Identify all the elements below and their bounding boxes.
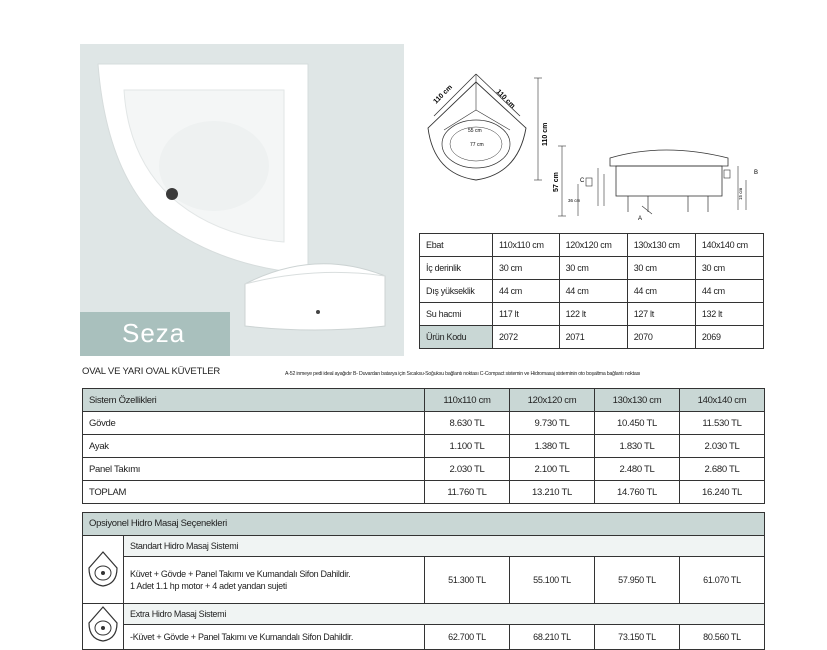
spec-cell: 132 lt: [695, 303, 763, 326]
hydro-option-desc-line: Küvet + Gövde + Panel Takımı ve Kumandalı Sifon Dahildir.: [130, 569, 351, 579]
tub-side-view-image: [240, 256, 390, 336]
price-cell: 14.760 TL: [595, 481, 680, 504]
hydro-option-name-row: [83, 604, 765, 625]
spec-size-cell: 120x120 cm: [559, 234, 627, 257]
hydro-price-cell: 51.300 TL: [425, 557, 510, 604]
spec-cell: 30 cm: [493, 257, 560, 280]
spec-cell: 30 cm: [627, 257, 695, 280]
hydro-icon-cell: [83, 604, 124, 650]
spec-row-product-code: [420, 326, 764, 349]
hydro-option-name: Standart Hidro Masaj Sistemi: [124, 536, 765, 557]
dim-side-height: 57 cm: [553, 172, 560, 192]
price-cell: 8.630 TL: [425, 412, 510, 435]
hydro-option-name-row: [83, 536, 765, 557]
price-cell: 2.480 TL: [595, 458, 680, 481]
dim-side-small: 15 cm: [738, 187, 743, 200]
spec-row: [420, 303, 764, 326]
price-header-size: 120x120 cm: [510, 389, 595, 412]
hydro-section-header: [82, 512, 765, 536]
spec-size-cell: 110x110 cm: [493, 234, 560, 257]
label-c: C: [580, 178, 585, 184]
top-view-drawing: [414, 70, 552, 190]
price-row-label: Gövde: [83, 412, 425, 435]
spec-header-row: [420, 234, 764, 257]
price-header-size: 140x140 cm: [680, 389, 765, 412]
price-row: [83, 458, 765, 481]
spec-cell: 127 lt: [627, 303, 695, 326]
price-cell: 2.030 TL: [680, 435, 765, 458]
price-cell: 9.730 TL: [510, 412, 595, 435]
price-header-size: 130x130 cm: [595, 389, 680, 412]
spec-cell: 44 cm: [627, 280, 695, 303]
label-a: A: [638, 216, 643, 222]
product-name-band: [80, 312, 230, 356]
spec-cell: 2070: [627, 326, 695, 349]
hydro-massage-icon: [86, 604, 120, 644]
hydro-price-cell: 61.070 TL: [680, 557, 765, 604]
price-cell: 1.830 TL: [595, 435, 680, 458]
spec-cell: 117 lt: [493, 303, 560, 326]
hydro-massage-icon: [86, 549, 120, 589]
spec-header-label: Ebat: [420, 234, 493, 257]
spec-table: [419, 233, 764, 349]
spec-row-label: İç derinlik: [420, 257, 493, 280]
hydro-price-cell: 68.210 TL: [510, 625, 595, 650]
price-cell: 2.030 TL: [425, 458, 510, 481]
side-view-drawing: [552, 140, 764, 224]
hydro-icon-cell: [83, 536, 124, 604]
spec-cell: 2072: [493, 326, 560, 349]
price-cell: 2.100 TL: [510, 458, 595, 481]
price-header-label: Sistem Özellikleri: [83, 389, 425, 412]
hydro-price-cell: 62.700 TL: [425, 625, 510, 650]
dim-inner-b: 77 cm: [470, 142, 484, 148]
hydro-options-table: [82, 535, 765, 650]
section-title: OVAL VE YARI OVAL KÜVETLER: [82, 366, 221, 377]
price-cell: 1.380 TL: [510, 435, 595, 458]
price-header-row: [83, 389, 765, 412]
price-cell: 11.760 TL: [425, 481, 510, 504]
price-row: [83, 412, 765, 435]
hydro-price-cell: 73.150 TL: [595, 625, 680, 650]
price-cell: 11.530 TL: [680, 412, 765, 435]
price-cell: 10.450 TL: [595, 412, 680, 435]
spec-cell: 2069: [695, 326, 763, 349]
dim-top-right: 110 cm: [494, 88, 517, 110]
price-row: [83, 435, 765, 458]
label-b: B: [754, 170, 759, 176]
tub-top-view-image: [94, 56, 316, 278]
spec-cell: 30 cm: [695, 257, 763, 280]
hydro-price-cell: 55.100 TL: [510, 557, 595, 604]
price-cell: 16.240 TL: [680, 481, 765, 504]
product-photo: [80, 44, 404, 356]
dim-inner-a: 55 cm: [468, 128, 482, 134]
spec-cell: 44 cm: [493, 280, 560, 303]
dim-top-left: 110 cm: [432, 83, 454, 106]
spec-size-cell: 140x140 cm: [695, 234, 763, 257]
price-cell: 1.100 TL: [425, 435, 510, 458]
product-name: Seza: [122, 318, 186, 348]
hydro-price-cell: 80.560 TL: [680, 625, 765, 650]
price-row-label: Panel Takımı: [83, 458, 425, 481]
hydro-section-title: Opsiyonel Hidro Masaj Seçenekleri: [89, 518, 227, 529]
hydro-option-row: [83, 557, 765, 604]
hydro-option-desc-line: 1 Adet 1.1 hp motor + 4 adet yandan sujeti: [130, 581, 287, 591]
spec-row-label: Su hacmi: [420, 303, 493, 326]
spec-row: [420, 257, 764, 280]
dim-side-inner: 36 cm: [568, 198, 581, 203]
footnote: A-52 inmeye pedi ideal ayağıdır B- Duvardan batarya için Sıcaksu-Soğuksu bağlantı noktası C-Compact sistemin ve Hidromasaj sisteminin oto boşaltma bağlantı noktası: [285, 371, 641, 377]
spec-cell: 30 cm: [559, 257, 627, 280]
spec-row-label: Dış yükseklik: [420, 280, 493, 303]
price-cell: 2.680 TL: [680, 458, 765, 481]
spec-cell: 44 cm: [559, 280, 627, 303]
price-header-size: 110x110 cm: [425, 389, 510, 412]
price-table: [82, 388, 765, 504]
price-row-label: TOPLAM: [83, 481, 425, 504]
hydro-option-name: Extra Hidro Masaj Sistemi: [124, 604, 765, 625]
spec-cell: 122 lt: [559, 303, 627, 326]
price-cell: 13.210 TL: [510, 481, 595, 504]
spec-cell: 2071: [559, 326, 627, 349]
price-row-total: [83, 481, 765, 504]
dim-height: 110 cm: [542, 122, 549, 146]
hydro-option-desc-line: -Küvet + Gövde + Panel Takımı ve Kumandalı Sifon Dahildir.: [130, 632, 354, 642]
spec-size-cell: 130x130 cm: [627, 234, 695, 257]
hydro-option-desc: [124, 557, 425, 604]
spec-row: [420, 280, 764, 303]
price-row-label: Ayak: [83, 435, 425, 458]
hydro-price-cell: 57.950 TL: [595, 557, 680, 604]
spec-cell: 44 cm: [695, 280, 763, 303]
spec-row-label: Ürün Kodu: [420, 326, 493, 349]
